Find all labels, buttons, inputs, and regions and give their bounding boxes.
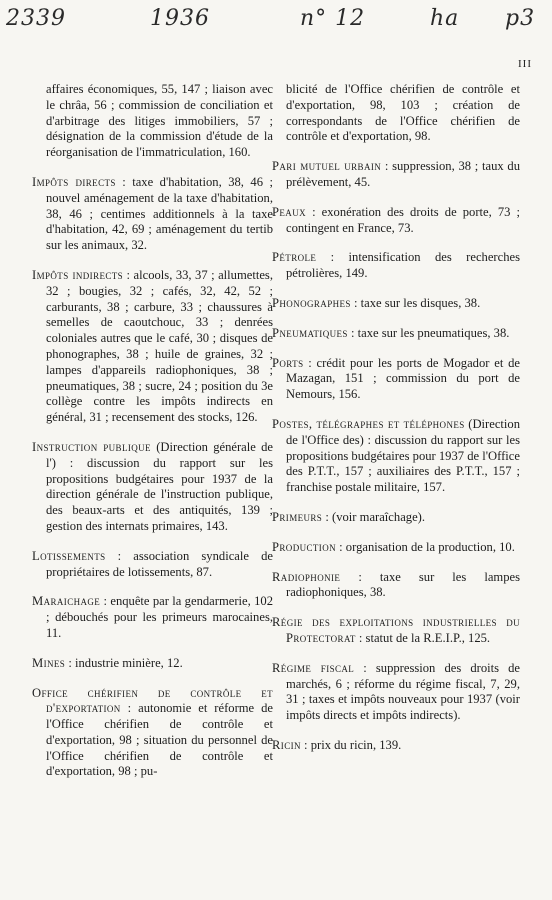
index-entry (32, 656, 273, 672)
handwritten-note-3: n° 12 (300, 6, 366, 31)
index-entry-text: (Direction de l'Office des) : discussion du rapport sur les propositions budgétaires pour 1937 de l'Office des P.T.T., 157 ; auxiliaires des P.T.T., 157 ; franchise postale militaire, 157. (286, 416, 521, 495)
index-entry-heading: Maraichage (32, 594, 101, 609)
index-entry-text: : autonomie et réforme de l'Office chérifien de contrôle et d'exportation, 98 ; situation du personnel de l'Office chérifien de contrôle et d'exportation, 98 ; pu- (46, 701, 273, 779)
index-entry-text: blicité de l'Office chérifien de contrôle et d'exportation, 98, 103 ; création de correspondants de l'Office chérifien de contrôle et d'exportation, 98. (286, 82, 520, 144)
index-entry-heading: Régime fiscal (272, 660, 355, 675)
index-entry-heading: Régie des exploitations industrielles du Protectorat (272, 615, 520, 645)
index-entry-heading: Lotissements (32, 548, 106, 563)
index-entry-heading: Impôts indirects (32, 267, 124, 282)
index-entry-text: : industrie minière, 12. (65, 655, 183, 670)
handwritten-note-2: 1936 (150, 6, 210, 31)
index-entry-heading: Impôts directs (32, 174, 116, 189)
handwritten-note-5: p3 (505, 6, 536, 31)
index-entry-text: affaires économiques, 55, 147 ; liaison avec le chrâa, 56 ; commission de conciliation et d'arbitrage des litiges immobiliers, 57 ; désignation de la commission d'étude de la réorganisation de l'immatriculation, 160. (46, 82, 273, 160)
index-entry-text: : intensification des recherches pétrolières, 149. (286, 250, 520, 281)
index-entry-text: : taxe d'habitation, 38, 46 ; nouvel aménagement de la taxe d'habitation, 38, 46 ; centimes additionnels à la taxe d'habitation, 42, 69 ; aménagement du tertib sur les animaux, 32. (46, 174, 273, 253)
index-entry (32, 268, 273, 426)
index-entry-text: : enquête par la gendarmerie, 102 ; débouchés pour les primeurs marocaines, 11. (46, 594, 273, 640)
index-entry-heading: Ports (272, 355, 304, 370)
index-entry-heading: Primeurs (272, 509, 323, 524)
index-entry-text: : organisation de la production, 10. (336, 539, 515, 554)
index-entry-text: : (voir maraîchage). (322, 509, 426, 524)
index-entry-heading: Postes, télégraphes et téléphones (272, 416, 465, 431)
index-entry (32, 440, 273, 535)
index-entry (272, 661, 520, 724)
index-entry-text: : taxe sur les pneumatiques, 38. (347, 325, 510, 340)
index-entry (272, 417, 520, 496)
index-entry-text: : alcools, 33, 37 ; allumettes, 32 ; bougies, 32 ; cafés, 32, 42, 52 ; carburants, 38 ; carbure, 33 ; chaussures à semelles de caoutchouc, 33 ; denrées coloniales autres que le café, 30 ; disques de phonographes, 38 ; huile de graines, 32 ; lampes d'appareils radiophoniques, 38 ; pneumatiques, 38 ; sucre, 24 ; position du 3e collège contre les impôts indirects en général, 31 ; recensement des stocks, 126. (46, 267, 273, 425)
index-entry-heading: Peaux (272, 204, 307, 219)
index-entry (272, 82, 520, 145)
index-entry (272, 205, 520, 237)
index-entry (32, 549, 273, 581)
index-entry-heading: Pari mutuel urbain (272, 159, 382, 174)
index-entry-text: : suppression, 38 ; taux du prélèvement, 45. (286, 159, 520, 189)
index-entry-heading: Mines (32, 655, 66, 670)
index-entry (272, 510, 520, 526)
index-entry-heading: Pétrole (272, 250, 317, 265)
index-entry-text: : crédit pour les ports de Mogador et de Mazagan, 151 ; commission du port de Nemours, 156. (286, 355, 520, 402)
index-entry-heading: Production (272, 539, 337, 554)
index-entry-text: : taxe sur les disques, 38. (350, 295, 481, 310)
index-entry-heading: Pneumatiques (272, 325, 348, 340)
index-entry-text: (Direction générale de l') : discussion du rapport sur les propositions budgétaires pour 1937 de la direction générale de l'instruction publique, des beaux-arts et des antiquités, 139 ; gestion des internats primaires, 143. (46, 439, 273, 533)
right-column (272, 82, 520, 768)
index-entry-text: : prix du ricin, 139. (300, 737, 402, 752)
index-entry-heading: Office chérifien de contrôle et d'exportation (32, 685, 273, 716)
index-entry (272, 326, 520, 342)
index-entry-heading: Phonographes (272, 295, 351, 310)
index-entry-text: : taxe sur les lampes radiophoniques, 38. (286, 569, 520, 600)
index-entry-heading: Instruction publique (32, 439, 151, 454)
index-entry-text: : suppression des droits de marchés, 6 ; réforme du régime fiscal, 7, 29, 31 ; taxes et impôts nouveaux pour 1937 (voir impôts directs et impôts indirects). (286, 660, 520, 723)
left-column (32, 82, 273, 794)
handwritten-note-1: 2339 (6, 6, 66, 31)
index-entry-text: : statut de la R.E.I.P., 125. (355, 630, 491, 645)
index-entry (272, 250, 520, 282)
index-entry (272, 738, 520, 754)
index-entry (272, 356, 520, 403)
index-entry (272, 570, 520, 602)
page-folio: III (518, 58, 532, 70)
index-entry (272, 615, 520, 647)
index-entry-text: : exonération des droits de porte, 73 ; contingent en France, 73. (286, 204, 520, 235)
index-entry (272, 296, 520, 312)
index-entry (32, 594, 273, 641)
handwritten-note-4: ha (430, 6, 460, 31)
index-entry-heading: Radiophonie (272, 569, 341, 584)
index-entry-text: : association syndicale de propriétaires de lotissements, 87. (46, 548, 273, 579)
index-entry-heading: Ricin (272, 737, 301, 752)
index-entry (272, 159, 520, 191)
index-entry (32, 686, 273, 781)
index-entry (32, 82, 273, 161)
index-entry (32, 175, 273, 254)
index-entry (272, 540, 520, 556)
